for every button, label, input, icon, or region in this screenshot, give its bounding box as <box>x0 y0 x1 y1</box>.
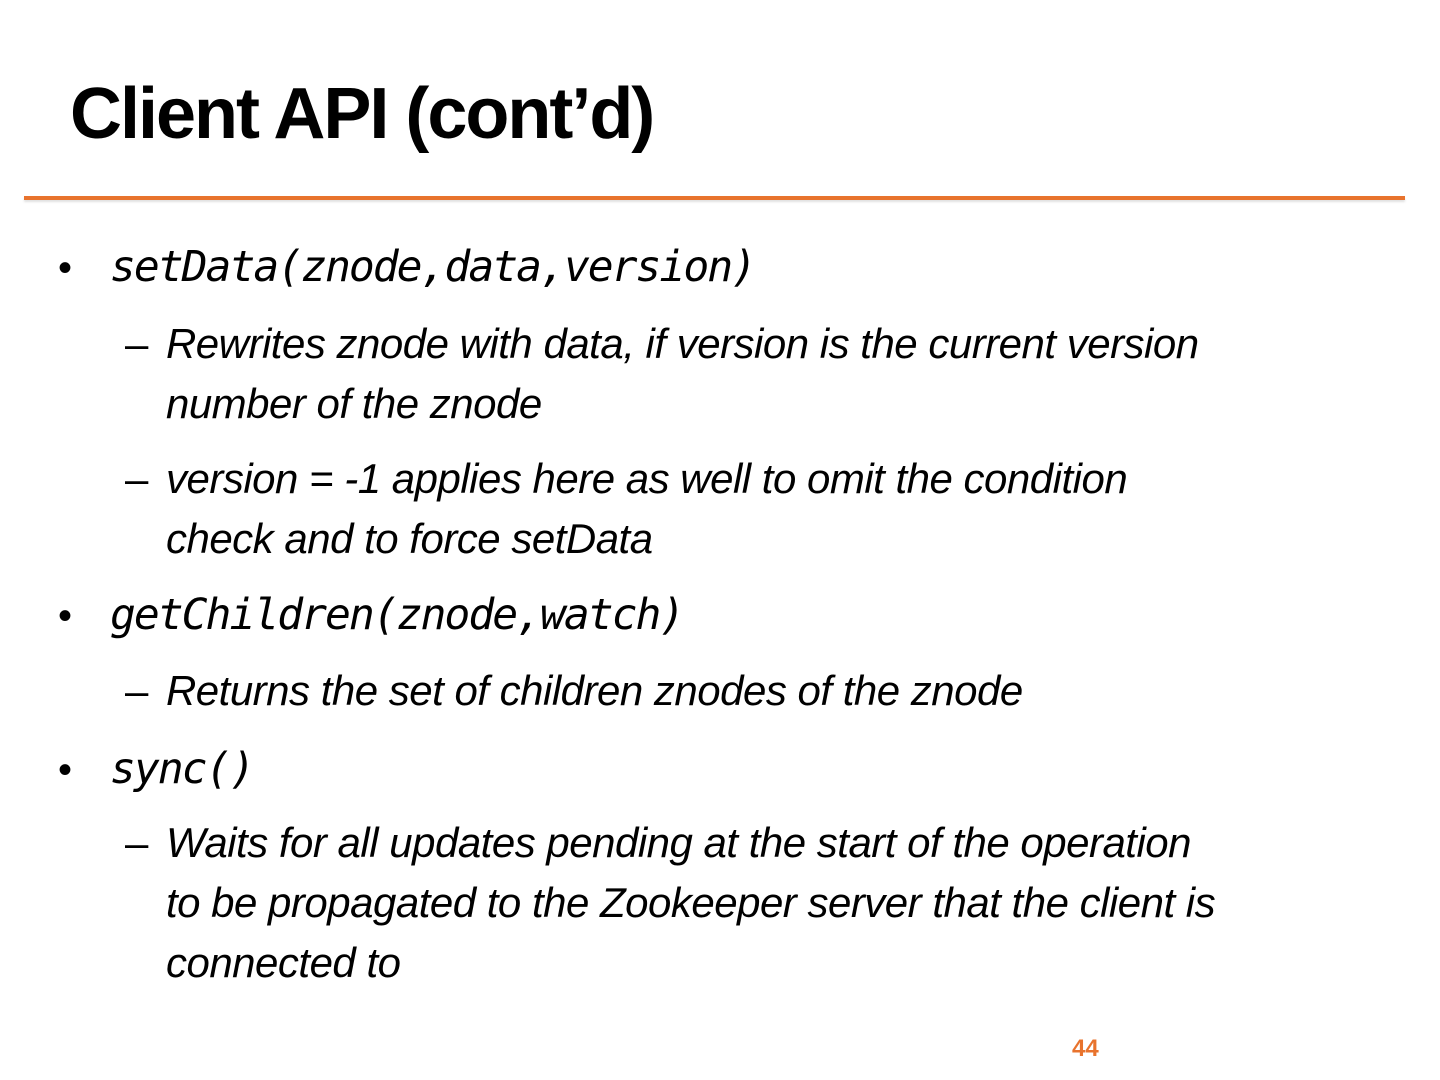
bullet-sync <box>58 744 1398 794</box>
title-divider <box>24 196 1405 200</box>
bullet-marker: • <box>58 748 73 792</box>
dash-marker: – <box>125 667 149 714</box>
dash-marker: – <box>125 320 149 367</box>
slide-title: Client API (cont’d) <box>70 74 654 154</box>
sub-item-text <box>166 813 1405 993</box>
page-number: 44 <box>1072 1035 1099 1062</box>
dash-marker: – <box>125 455 149 502</box>
sub-item-text <box>166 314 1405 434</box>
dash-marker: – <box>125 819 149 866</box>
text-line: to be propagated to the Zookeeper server that the client is <box>165 879 1216 926</box>
getchildren-description <box>125 661 1405 721</box>
setdata-description-version <box>125 449 1405 569</box>
bullet-getchildren <box>58 590 1398 640</box>
text-line: Returns the set of children znodes of the znode <box>165 667 1023 714</box>
text-line: Waits for all updates pending at the start of the operation <box>165 819 1192 866</box>
setdata-description-rewrite <box>125 314 1405 434</box>
text-line: number of the znode <box>165 380 542 427</box>
bullet-marker: • <box>58 594 73 638</box>
setdata-method: setData(znode,data,version) <box>110 242 755 292</box>
text-line: Rewrites znode with data, if version is the current version <box>165 320 1199 367</box>
text-line: check and to force setData <box>165 515 653 562</box>
getchildren-method: getChildren(znode,watch) <box>110 590 684 640</box>
bullet-marker: • <box>58 246 73 290</box>
text-line: connected to <box>165 939 401 986</box>
sub-item-text <box>166 661 1405 721</box>
sync-description <box>125 813 1405 993</box>
sync-method: sync() <box>110 744 254 794</box>
text-line: version = -1 applies here as well to omit the condition <box>165 455 1128 502</box>
bullet-setdata <box>58 242 1398 292</box>
sub-item-text <box>166 449 1405 569</box>
